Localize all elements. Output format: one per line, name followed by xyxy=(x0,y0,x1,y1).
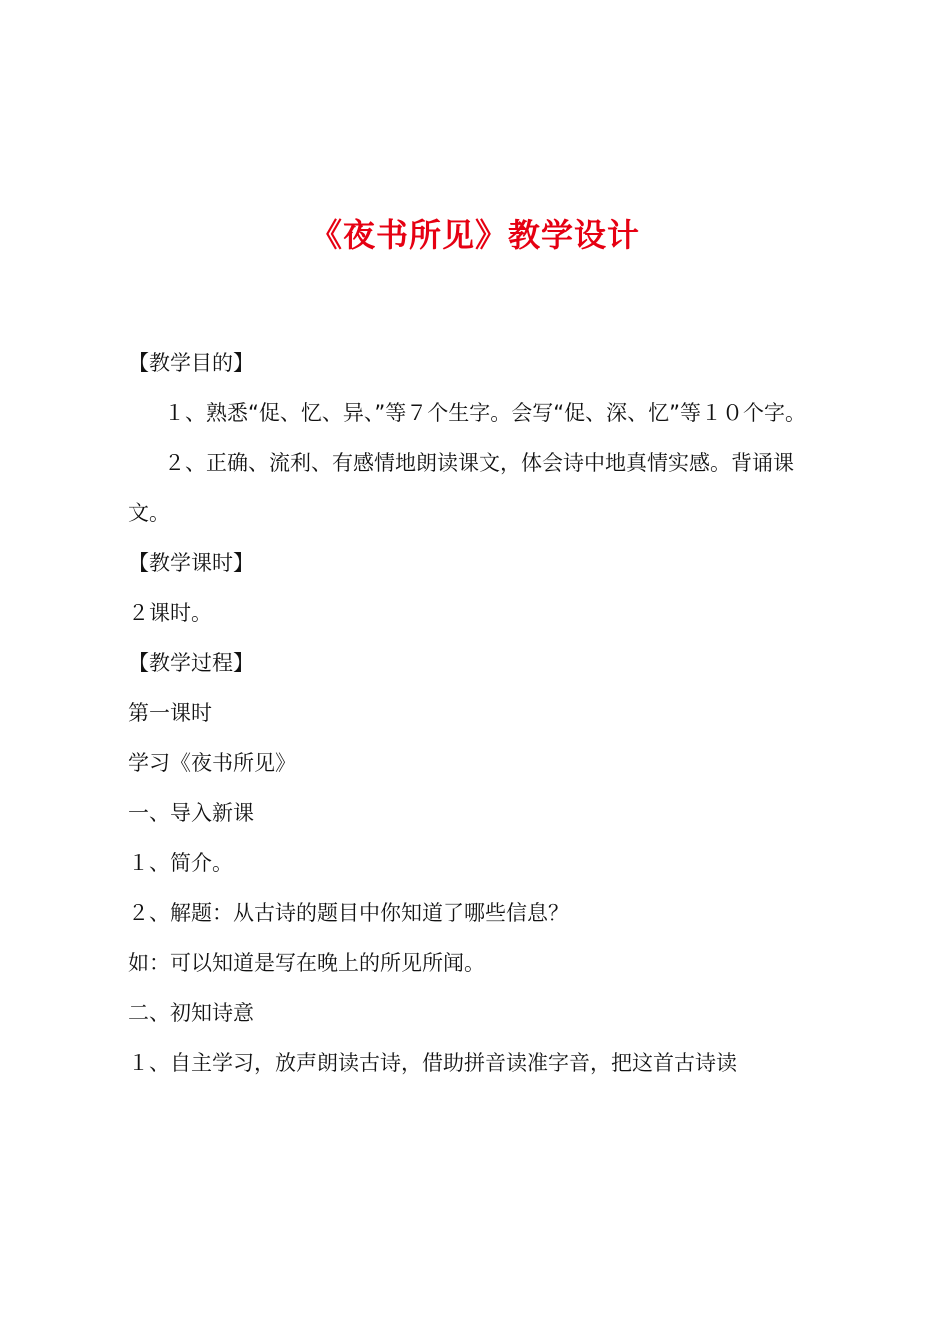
paragraph-first-period: 第一课时 xyxy=(128,701,212,725)
paragraph-objective-2: ２、正确、流利、有感情地朗读课文，体会诗中地真情实感。背诵课文。 xyxy=(128,451,794,525)
document-body xyxy=(128,338,834,1088)
paragraph-step-two: 二、初知诗意 xyxy=(128,1001,254,1025)
paragraph-intro: １、简介。 xyxy=(128,851,233,875)
section-heading-process: 【教学过程】 xyxy=(128,651,254,675)
paragraph-study-poem: 学习《夜书所见》 xyxy=(128,751,296,775)
paragraph-objective-1: １、熟悉“促、忆、异、”等７个生字。会写“促、深、忆”等１０个字。 xyxy=(164,401,807,425)
section-heading-objectives: 【教学目的】 xyxy=(128,351,254,375)
paragraph-example: 如：可以知道是写在晚上的所见所闻。 xyxy=(128,951,485,975)
paragraph-self-study: １、自主学习，放声朗读古诗，借助拼音读准字音，把这首古诗读 xyxy=(128,1051,737,1075)
section-heading-periods: 【教学课时】 xyxy=(128,551,254,575)
paragraph-step-one: 一、导入新课 xyxy=(128,801,254,825)
paragraph-periods: ２课时。 xyxy=(128,601,212,625)
paragraph-title-analysis: ２、解题：从古诗的题目中你知道了哪些信息？ xyxy=(128,901,569,925)
document-title: 《夜书所见》教学设计 xyxy=(309,216,640,254)
